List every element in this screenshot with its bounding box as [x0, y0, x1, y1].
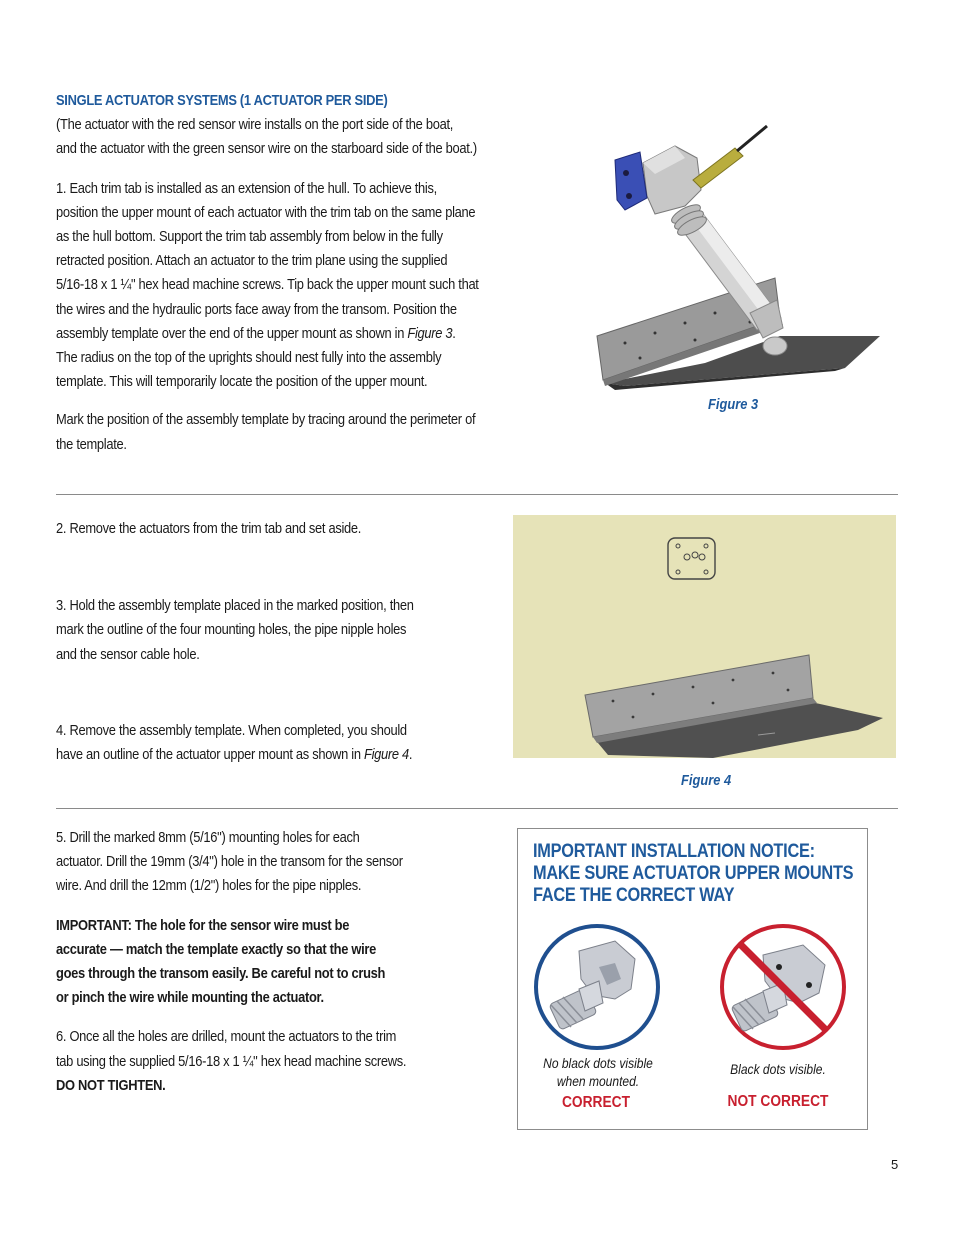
correct-caption	[538, 1054, 658, 1090]
step1-line: the wires and the hydraulic ports face away from the transom. Position the	[56, 300, 457, 318]
intro-line: and the actuator with the green sensor wire on the starboard side of the boat.)	[56, 140, 477, 158]
step6-warning: DO NOT TIGHTEN.	[56, 1076, 166, 1094]
important-line: accurate — match the template exactly so that the wire	[56, 940, 376, 958]
section-heading: SINGLE ACTUATOR SYSTEMS (1 ACTUATOR PER SIDE)	[56, 92, 388, 109]
step1-line: 1. Each trim tab is installed as an extension of the hull. To achieve this,	[56, 179, 437, 197]
step1-text: assembly template over the end of the upper mount as shown in	[56, 324, 408, 342]
mark-line: the template.	[56, 435, 127, 453]
figure3-caption: Figure 3	[708, 396, 759, 413]
step5-line: 5. Drill the marked 8mm (5/16") mounting holes for each	[56, 829, 360, 846]
step1-line: template. This will temporarily locate the position of the upper mount.	[56, 373, 428, 391]
step3-line: and the sensor cable hole.	[56, 645, 200, 663]
notice-title	[533, 841, 860, 907]
step1-line: The radius on the top of the uprights should nest fully into the assembly	[56, 349, 442, 367]
correct-caption-line: No black dots visible	[543, 1055, 653, 1071]
step5-line: actuator. Drill the 19mm (3/4") hole in the transom for the sensor	[56, 853, 403, 871]
step3-line: 3. Hold the assembly template placed in the marked position, then	[56, 597, 414, 615]
notice-title-line: FACE THE CORRECT WAY	[533, 885, 735, 906]
figure3-reference: Figure 3	[407, 324, 453, 342]
figure4-caption: Figure 4	[681, 772, 732, 789]
not-correct-caption: Black dots visible.	[730, 1061, 826, 1077]
step3-line: mark the outline of the four mounting holes, the pipe nipple holes	[56, 621, 407, 639]
important-line: IMPORTANT: The hole for the sensor wire must be	[56, 916, 350, 934]
notice-title-line: IMPORTANT INSTALLATION NOTICE:	[533, 841, 815, 862]
step6-line: tab using the supplied 5/16-18 x 1 ¼" hex head machine screws.	[56, 1052, 407, 1070]
section-divider	[56, 494, 898, 495]
step1-text: .	[452, 324, 456, 342]
notice-title-line: MAKE SURE ACTUATOR UPPER MOUNTS	[533, 863, 854, 884]
correct-label: CORRECT	[561, 1094, 631, 1111]
not-correct-mount-image	[719, 923, 847, 1051]
important-line: or pinch the wire while mounting the actuator.	[56, 989, 324, 1007]
step2-line: 2. Remove the actuators from the trim tab and set aside.	[56, 520, 362, 537]
step1-line: position the upper mount of each actuator with the trim tab on the same plane	[56, 203, 476, 221]
important-line: goes through the transom easily. Be careful not to crush	[56, 965, 386, 983]
step1-line: retracted position. Attach an actuator to the trim plane using the supplied	[56, 252, 448, 270]
correct-caption-line: when mounted.	[556, 1073, 640, 1089]
step6-line: 6. Once all the holes are drilled, mount the actuators to the trim	[56, 1028, 397, 1046]
figure4-illustration	[513, 515, 896, 758]
step1-line: as the hull bottom. Support the trim tab assembly from below in the fully	[56, 228, 443, 246]
step5-line: wire. And drill the 12mm (1/2") holes for the pipe nipples.	[56, 877, 362, 895]
not-correct-label: NOT CORRECT	[727, 1093, 829, 1110]
step4-text: .	[408, 746, 413, 764]
intro-line: (The actuator with the red sensor wire installs on the port side of the boat,	[56, 116, 454, 134]
figure4-reference: Figure 4	[364, 746, 409, 764]
section3-text	[56, 826, 503, 1098]
section-divider	[56, 808, 898, 809]
step4-line: 4. Remove the assembly template. When completed, you should	[56, 721, 407, 739]
page-number: 5	[891, 1157, 899, 1172]
section2-text	[56, 517, 495, 767]
step4-line	[56, 743, 495, 767]
step1-line	[56, 322, 572, 346]
correct-mount-image	[533, 923, 661, 1051]
installation-notice-box	[517, 828, 868, 1130]
step4-text: have an outline of the actuator upper mount as shown in	[56, 746, 365, 764]
mark-line: Mark the position of the assembly template by tracing around the perimeter of	[56, 411, 476, 429]
step1-line: 5/16-18 x 1 ¼" hex head machine screws. Tip back the upper mount such that	[56, 276, 479, 294]
section1-text	[56, 89, 572, 457]
figure3-illustration	[585, 118, 890, 393]
